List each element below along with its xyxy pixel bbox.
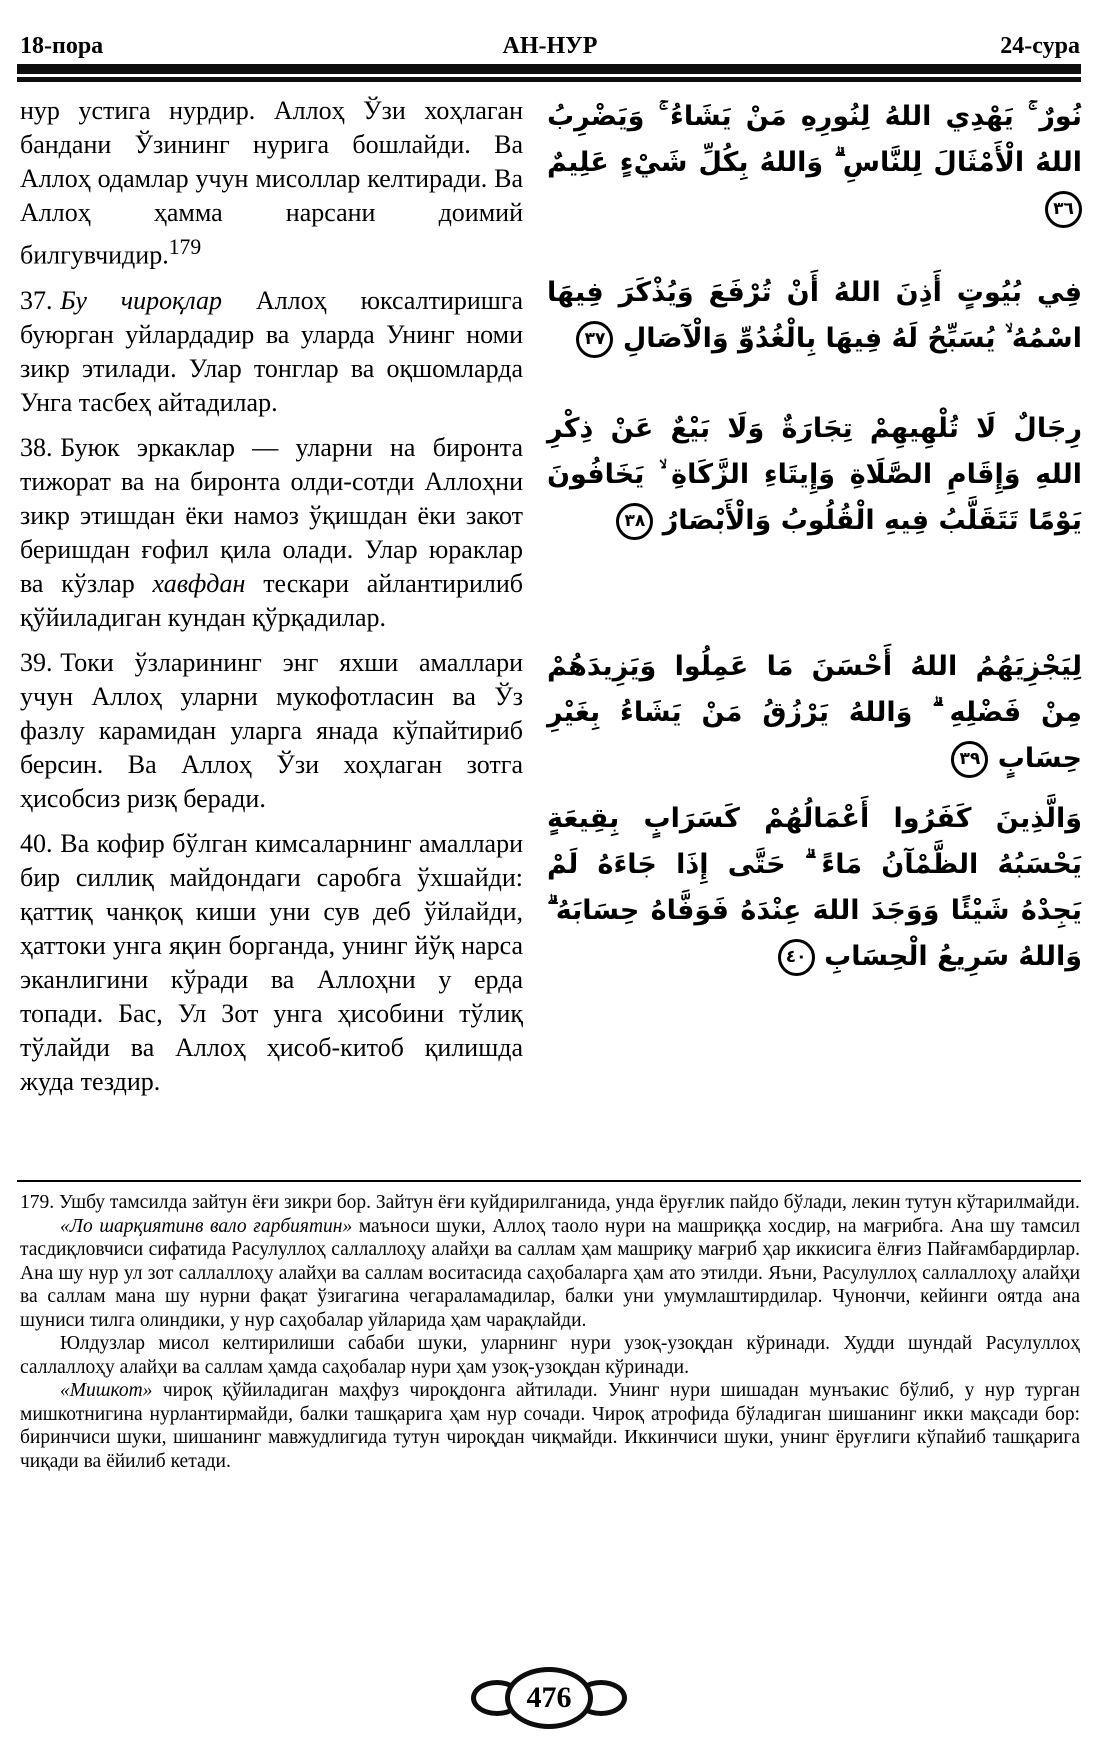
header-surah-number: 24-сура [1000, 33, 1080, 59]
verse-italic-phrase: Бу чироқлар [60, 285, 222, 315]
footnote-italic-phrase: «Мишкот» [60, 1380, 153, 1401]
footnote-italic-phrase: «Ло шарқиятинв вало ғарбиятин» [60, 1215, 353, 1237]
verse-text-pre: Токи ўзларининг энг яхши амаллари учун Аллоҳ уларни мукофотласин ва Ўз фазлу карамидан уларга янада кўпайтириб берсин. Ва Аллоҳ Ўзи хоҳлаган зотга ҳисобсиз ризқ беради. [20, 647, 523, 813]
footnote-paragraph-2 [20, 1215, 1080, 1333]
page-number-circle [505, 1667, 593, 1729]
arabic-verse-text: نُورٌ ۚ يَهْدِي اللهُ لِنُورِهِ مَنْ يَشَاءُ ۚ وَيَضْرِبُ اللهُ الْأَمْثَالَ لِلنَّاسِ ۗ وَاللهُ بِكُلِّ شَيْءٍ عَلِيمٌ [547, 101, 1082, 178]
footnote-paragraph-4 [20, 1379, 1080, 1473]
page-number-medallion [471, 1667, 627, 1729]
verse-number: 38. [20, 432, 53, 462]
verse-number: 39. [20, 647, 53, 677]
intro-text: нур устига нурдир. Аллоҳ Ўзи хоҳлаган бандани Ўзининг нурига бошлайди. Ва Аллоҳ одамлар учун мисоллар келтиради. Ва Аллоҳ ҳамма нарсани доимий билгувчидир. [20, 96, 523, 270]
footnote-text-post: чироқ қўйиладиган маҳфуз чироқдонга айтилади. Унинг нури шишадан мунъакис бўлиб, у нур турган мишкотнигина нурлантирмайди, балки ташқарига ҳам нур сочади. Чироқ атрофида бўладиган шишанинг икки мақсади бор: биринчиси шуки, шишанинг мавжудлигида тутун чироқдан чиқмайди. Иккинчиси шуки, унинг ёруғлиги кўпайиб ташқарига чиқади ва ёйилиб кетади. [20, 1380, 1080, 1472]
verse-text-post: тескари айлантирилиб қўйиладиган кундан қўрқадилар. [20, 568, 523, 632]
ayah-end-marker: ٣٩ [951, 741, 988, 778]
verse-text-post: Аллоҳ юксалтиришга буюрган уйлардадир ва уларда Унинг номи зикр этилади. Улар тонглар ва оқшомларда Унга тасбеҳ айтадилар. [20, 285, 523, 417]
footnote-reference: 179 [168, 235, 202, 259]
translation-column [20, 94, 523, 1174]
translation-intro-paragraph [20, 94, 523, 273]
arabic-verse-block-38 [547, 406, 1082, 644]
arabic-verse-block-40 [547, 796, 1082, 980]
verse-paragraph-37 [20, 284, 523, 420]
footnote-text-pre: Юлдузлар мисол келтирилиши сабаби шуки, уларнинг нури узоқ-узоқдан кўринади. Худди шундай Расулуллоҳ саллаллоҳу алайҳи ва саллам ҳамда саҳобалар нури ҳам узоқ-узоқдан кўринади. [20, 1333, 1080, 1378]
header-juz-label: 18-пора [20, 33, 104, 59]
footnotes-section [0, 1182, 1098, 1473]
arabic-verse-text: لِيَجْزِيَهُمُ اللهُ أَحْسَنَ مَا عَمِلُوا وَيَزِيدَهُمْ مِنْ فَضْلِهِ ۗ وَاللهُ يَرْزُقُ مَنْ يَشَاءُ بِغَيْرِ حِسَابٍ [547, 651, 1082, 774]
verse-text-pre: Ва кофир бўлган кимсаларнинг амаллари бир силлиқ майдондаги саробга ўхшайди: қаттиқ чанқоқ киши уни сув деб ўйлайди, ҳаттоки унга яқин борганда, унинг йўқ нарса эканлигини кўради ва Аллоҳни у ерда топади. Бас, Ул Зот унга ҳисобини тўлиқ тўлайди ва Аллоҳ ҳисоб-китоб қилишда жуда тездир. [20, 828, 523, 1096]
verse-paragraph-39 [20, 646, 523, 816]
verse-text-pre: Буюк эркаклар — уларни на биронта тижорат ва на биронта олди-сотди Аллоҳни зикр этишдан ёки намоз ўқишдан ёки закот беришдан ғофил қила олади. Улар юраклар ва кўзлар [20, 432, 523, 598]
verse-italic-phrase: хавфдан [152, 568, 246, 598]
verse-paragraph-40 [20, 827, 523, 1099]
arabic-verse-block-39 [547, 644, 1082, 796]
arabic-verse-text: رِجَالٌ لَا تُلْهِيهِمْ تِجَارَةٌ وَلَا بَيْعٌ عَنْ ذِكْرِ اللهِ وَإِقَامِ الصَّلَاةِ وَإِيتَاءِ الزَّكَاةِ ۙ يَخَافُونَ يَوْمًا تَتَقَلَّبُ فِيهِ الْقُلُوبُ وَالْأَبْصَارُ [547, 413, 1082, 536]
ayah-end-marker: ٤٠ [778, 939, 815, 976]
arabic-verse-block-36 [547, 94, 1082, 270]
header-surah-title: АН-НУР [502, 33, 598, 59]
arabic-verse-text: فِي بُيُوتٍ أَذِنَ اللهُ أَنْ تُرْفَعَ وَيُذْكَرَ فِيهَا اسْمُهُ ۙ يُسَبِّحُ لَهُ فِيهَا بِالْغُدُوِّ وَالْآصَالِ [547, 277, 1082, 354]
page-number: 476 [526, 1681, 572, 1714]
footnote-text-post: маъноси шуки, Аллоҳ таоло нури на машриққа хосдир, на мағрибга. Ана шу тамсил тасдиқловчиси сифатида Расулуллоҳ саллаллоҳу алайҳи ва саллам ҳам машриқу мағриб ҳар иккисига ёлғиз Пайғамбардирлар. Ана шу нур ул зот саллаллоҳу алайҳи ва саллам воситасида саҳобаларга ҳам ато этилди. Яъни, Расулуллоҳ саллаллоҳу алайҳи ва саллам мана шу нурни фақат ўзигагина чегараламадилар, балки уни умумлаштирдилар. Чунончи, кейинги оятда ана шуниси тилга олиндики, у нур саҳобалар уйларида ҳам чарақлайди. [20, 1215, 1081, 1331]
arabic-column [547, 94, 1082, 1174]
ayah-end-marker: ٣٦ [1045, 191, 1082, 228]
ayah-end-marker: ٣٧ [576, 321, 613, 358]
ayah-end-marker: ٣٨ [616, 503, 653, 540]
verse-paragraph-38 [20, 431, 523, 635]
page-header [0, 0, 1098, 59]
verse-number: 40. [20, 828, 53, 858]
main-content [0, 82, 1098, 1174]
arabic-verse-text: وَالَّذِينَ كَفَرُوا أَعْمَالُهُمْ كَسَرَابٍ بِقِيعَةٍ يَحْسَبُهُ الظَّمْآنُ مَاءً ۗ حَتَّى إِذَا جَاءَهُ لَمْ يَجِدْهُ شَيْئًا وَوَجَدَ اللهَ عِنْدَهُ فَوَفَّاهُ حِسَابَهُ ۗ وَاللهُ سَرِيعُ الْحِسَابِ [547, 803, 1082, 972]
arabic-verse-block-37 [547, 270, 1082, 406]
footnote-paragraph-1 [20, 1191, 1080, 1215]
header-rule-thick [17, 64, 1081, 74]
verse-number: 37. [20, 285, 53, 315]
footnote-paragraph-3 [20, 1332, 1080, 1379]
footnote-text-pre: 179. Ушбу тамсилда зайтун ёғи зикри бор. Зайтун ёғи куйдирилганида, унда ёруғлик пайдо бўлади, лекин тутун кўтарилмайди. [20, 1192, 1080, 1213]
